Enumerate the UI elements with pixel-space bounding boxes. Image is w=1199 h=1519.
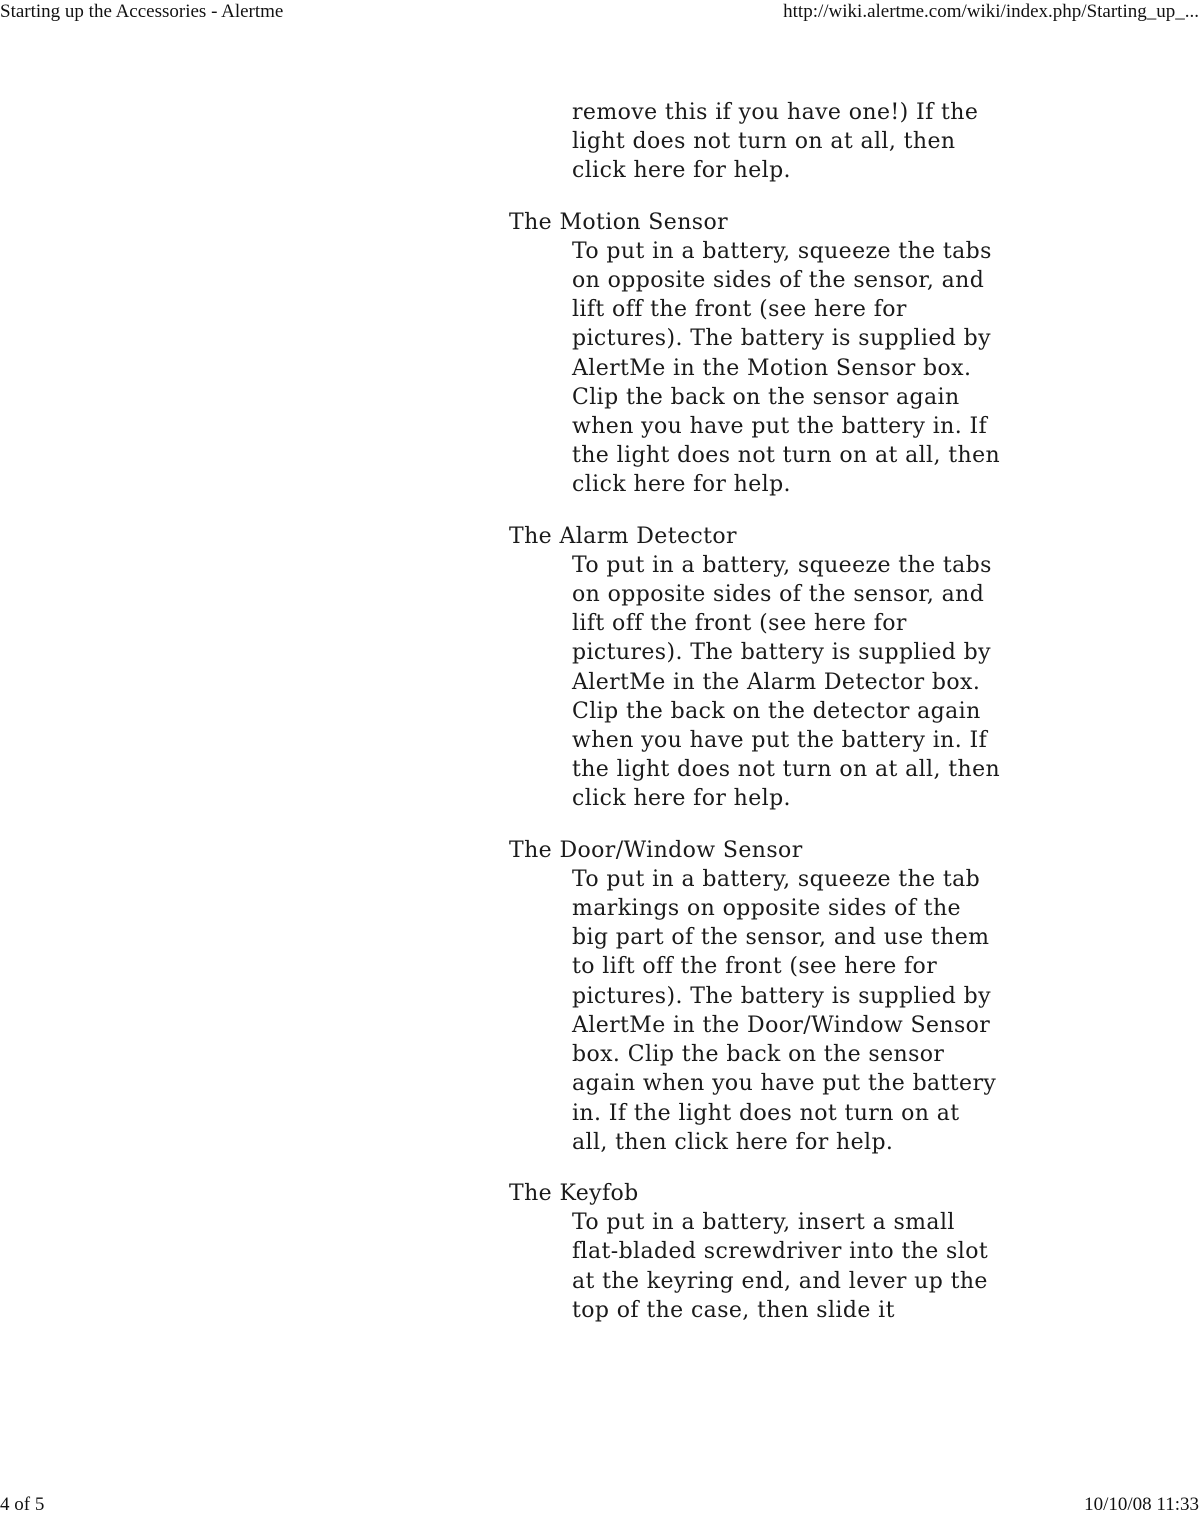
print-footer	[0, 1493, 1199, 1517]
accessory-term-door-window-sensor: The Door/Window Sensor	[509, 837, 803, 863]
continued-description: remove this if you have one!) If the light does not turn on at all, then click here for help.	[572, 100, 979, 184]
accessory-description-keyfob: To put in a battery, insert a small flat-bladed screwdriver into the slot at the keyring end, and lever up the top of the case, then slide it	[572, 1210, 989, 1323]
print-header	[0, 0, 1199, 24]
article-content	[509, 98, 1029, 1347]
accessory-term-keyfob: The Keyfob	[509, 1180, 639, 1206]
page-number: 4 of 5	[0, 1494, 45, 1515]
print-datetime: 10/10/08 11:33	[1084, 1494, 1199, 1515]
accessory-description-motion-sensor: To put in a battery, squeeze the tabs on opposite sides of the sensor, and lift off the front (see here for pictures). The battery is supplied by AlertMe in the Motion Sensor box. Clip the back on the sensor again when you have put the battery in. If the light does not turn on at all, then click here for help.	[572, 238, 1001, 498]
page-title: Starting up the Accessories - Alertme	[0, 1, 284, 22]
accessory-term-alarm-detector: The Alarm Detector	[509, 523, 737, 549]
accessory-list	[509, 208, 1029, 1325]
accessory-term-motion-sensor: The Motion Sensor	[509, 209, 729, 235]
accessory-description-door-window-sensor: To put in a battery, squeeze the tab markings on opposite sides of the big part of the sensor, and use them to lift off the front (see here for pictures). The battery is supplied by AlertMe in the Door/Window Sensor box. Clip the back on the sensor again when you have put the battery in. If the light does not turn on at all, then click here for help.	[572, 866, 997, 1155]
page-url: http://wiki.alertme.com/wiki/index.php/Starting_up_...	[783, 1, 1199, 22]
accessory-description-alarm-detector: To put in a battery, squeeze the tabs on opposite sides of the sensor, and lift off the front (see here for pictures). The battery is supplied by AlertMe in the Alarm Detector box. Clip the back on the detector again when you have put the battery in. If the light does not turn on at all, then click here for help.	[572, 552, 1001, 812]
